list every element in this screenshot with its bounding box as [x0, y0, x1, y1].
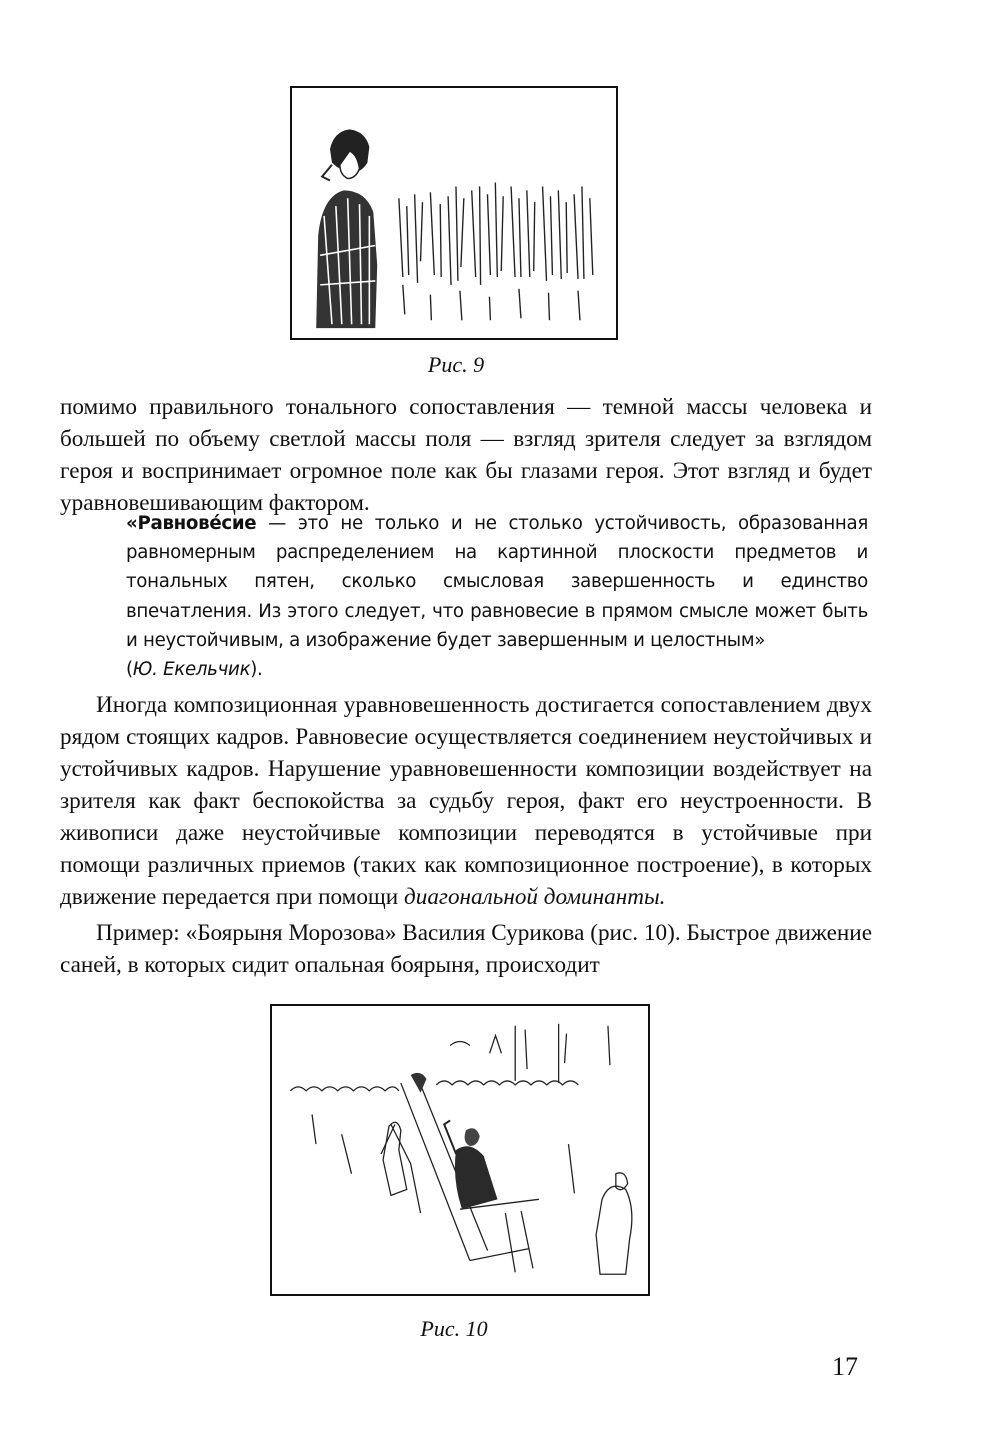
definition-quote: [126, 509, 868, 684]
paragraph-2: [60, 689, 872, 913]
page-number: 17: [832, 1352, 858, 1381]
figure-9-sketch: [290, 86, 618, 340]
paragraph-1: помимо правильного тонального сопоставления — темной массы человека и большей по объему светлой массы поля — взгляд зрителя следует за взглядом героя и воспринимает огромное поле как бы глазами героя. Этот взгляд и будет уравновешивающим фактором.: [60, 394, 872, 516]
quote-term: Равнове́сие: [137, 513, 257, 534]
paragraph-2-text: Иногда композиционная уравновешенность достигается сопоставлением двух рядом стоящих кадров. Равновесие осуществляется соединением неустойчивых и устойчивых кадров. Нарушение уравновешенности композиции воздействует на зрителя как факт беспокойства за судьбу героя, факт его неустроенности. В живописи даже неустойчивые композиции переводятся в устойчивые при помощи различных приемов (таких как композиционное построение), в которых движение передается при помощи: [60, 692, 872, 910]
paragraph-3: Пример: «Боярыня Морозова» Василия Сурикова (рис. 10). Быстрое движение саней, в которых сидит опальная боярыня, происходит: [60, 920, 872, 978]
quote-body: — это не только и не столько устойчивость, образованная равномерным распределением на картинной плоскости предметов и тональных пятен, сколько смысловая завершенность и единство впечатления. Из этого следует, что равновесие в прямом смысле может быть и неустойчивым, а изображение будет завершенным и целостным»: [126, 513, 868, 651]
quote-author-close: ).: [250, 659, 263, 681]
quote-open: «: [126, 513, 138, 534]
paragraph-2-emphasis: диагональной доминанты.: [404, 884, 666, 910]
quote-author: Ю. Екельчик: [132, 659, 251, 681]
figure-10-drawing: [272, 1006, 648, 1294]
figure-9-caption: Рис. 9: [427, 352, 485, 377]
figure-10-caption: Рис. 10: [420, 1316, 488, 1341]
figure-9-drawing: [292, 88, 616, 338]
quote-author-open: (: [126, 659, 133, 681]
figure-10-sketch: [270, 1004, 650, 1296]
